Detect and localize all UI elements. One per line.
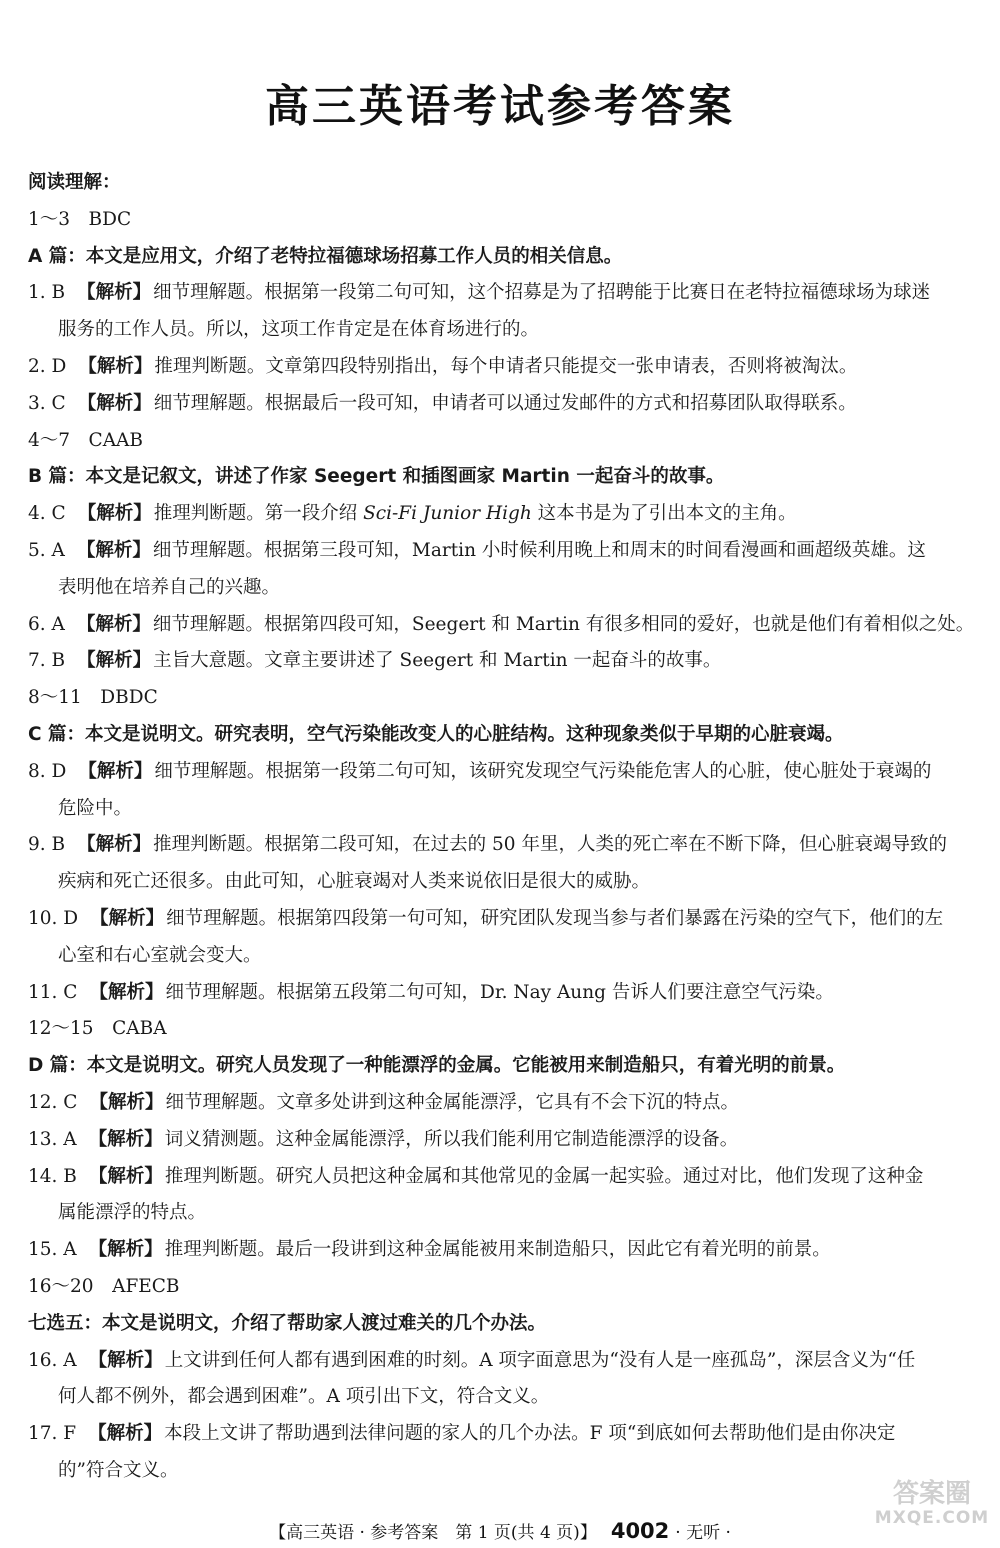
- answer-item: [28, 1159, 978, 1196]
- question-number: 16. A: [28, 1349, 77, 1371]
- analysis-tag: 【解析】: [76, 613, 151, 635]
- explanation-continued: 何人都不例外，都会遇到困难”。A 项引出下文，符合文义。: [58, 1386, 550, 1408]
- explanation: 细节理解题。根据第一段第二句可知，该研究发现空气污染能危害人的心脏，使心脏处于衰竭的: [154, 760, 932, 782]
- answer-item: [28, 1416, 978, 1453]
- passage-summary: D 篇：本文是说明文。研究人员发现了一种能漂浮的金属。它能被用来制造船只，有着光明的前景。: [28, 1055, 846, 1077]
- analysis-tag: 【解析】: [78, 760, 153, 782]
- explanation: 推理判断题。最后一段讲到这种金属能被用来制造船只，因此它有着光明的前景。: [164, 1239, 831, 1261]
- analysis-tag: 【解析】: [77, 834, 152, 856]
- passage-summary: A 篇：本文是应用文，介绍了老特拉福德球场招募工作人员的相关信息。: [28, 245, 623, 267]
- explanation-continued: 疾病和死亡还很多。由此可知，心脏衰竭对人类来说依旧是很大的威胁。: [58, 871, 651, 893]
- answer-item: [28, 1232, 978, 1269]
- analysis-tag: 【解析】: [77, 503, 152, 525]
- explanation: 上文讲到任何人都有遇到困难的时刻。A 项字面意思为“没有人是一座孤岛”，深层含义为“任: [164, 1349, 916, 1371]
- analysis-tag: 【解析】: [77, 392, 152, 414]
- section-heading: 阅读理解：: [28, 172, 121, 193]
- question-number: 14. B: [28, 1165, 77, 1187]
- answer-item: [28, 386, 978, 423]
- question-number: 4. C: [28, 503, 66, 525]
- explanation-continued: 心室和右心室就会变大。: [58, 944, 262, 966]
- answer-item: [28, 754, 978, 791]
- answer-item: [28, 901, 978, 938]
- explanation: 细节理解题。根据第四段可知，Seegert 和 Martin 有很多相同的爱好，也就是他们有着相似之处。: [152, 613, 975, 635]
- explanation: 细节理解题。根据第一段第二句可知，这个招募是为了招聘能于比赛日在老特拉福德球场为球迷: [153, 282, 931, 304]
- explanation: 本段上文讲了帮助遇到法律问题的家人的几个办法。F 项“到底如何去帮助他们是由你决定: [164, 1423, 896, 1445]
- explanation: 这本书是为了引出本文的主角。: [531, 503, 797, 525]
- answer-range: 12～15 CABA: [28, 1018, 167, 1040]
- question-number: 2. D: [28, 355, 67, 377]
- answer-item: [28, 1343, 978, 1380]
- explanation-continued: 危险中。: [58, 797, 133, 819]
- page-title: 高三英语考试参考答案: [265, 81, 735, 132]
- watermark-top-text: 答案圈: [892, 1479, 971, 1509]
- question-number: 15. A: [28, 1239, 77, 1261]
- footer-text: 【高三英语 · 参考答案 第 1 页(共 4 页)】: [269, 1523, 597, 1543]
- explanation-continued: 的”符合文义。: [58, 1459, 179, 1481]
- analysis-tag: 【解析】: [90, 907, 165, 929]
- analysis-tag: 【解析】: [88, 1349, 163, 1371]
- explanation: 推理判断题。文章第四段特别指出，每个申请者只能提交一张申请表，否则将被淘汰。: [154, 355, 858, 377]
- question-number: 13. A: [28, 1128, 77, 1150]
- analysis-tag: 【解析】: [89, 1091, 164, 1113]
- explanation: 细节理解题。根据第五段第二句可知，Dr. Nay Aung 告诉人们要注意空气污染。: [165, 981, 834, 1003]
- question-number: 10. D: [28, 907, 79, 929]
- answer-item: [28, 1122, 978, 1159]
- analysis-tag: 【解析】: [77, 282, 152, 304]
- question-number: 5. A: [28, 539, 65, 561]
- book-title: Sci-Fi Junior High: [363, 503, 532, 525]
- passage-summary: C 篇：本文是说明文。研究表明，空气污染能改变人的心脏结构。这种现象类似于早期的心脏衰竭。: [28, 723, 844, 745]
- answer-item: [28, 643, 978, 680]
- analysis-tag: 【解析】: [88, 1239, 163, 1261]
- answer-range: 4～7 CAAB: [28, 429, 144, 451]
- site-logo-watermark: [872, 1480, 992, 1542]
- analysis-tag: 【解析】: [88, 1423, 163, 1445]
- passage-summary: B 篇：本文是记叙文，讲述了作家 Seegert 和插图画家 Martin 一起奋斗的故事。: [28, 466, 725, 488]
- question-number: 17. F: [28, 1423, 77, 1445]
- watermark-bottom-text: MXQE.COM: [874, 1508, 990, 1528]
- explanation-continued: 属能漂浮的特点。: [58, 1202, 207, 1224]
- explanation: 推理判断题。根据第二段可知，在过去的 50 年里，人类的死亡率在不断下降，但心脏衰竭导致的: [153, 834, 947, 856]
- answer-content: [28, 165, 978, 1490]
- analysis-tag: 【解析】: [76, 539, 151, 561]
- answer-item: [28, 975, 978, 1012]
- question-number: 9. B: [28, 834, 66, 856]
- explanation-continued: 服务的工作人员。所以，这项工作肯定是在体育场进行的。: [58, 319, 540, 341]
- explanation: 细节理解题。根据第三段可知，Martin 小时候利用晚上和周末的时间看漫画和画超级英雄。这: [152, 539, 926, 561]
- explanation: 细节理解题。根据第四段第一句可知，研究团队发现当参与者们暴露在污染的空气下，他们的左: [166, 907, 944, 929]
- explanation: 主旨大意题。文章主要讲述了 Seegert 和 Martin 一起奋斗的故事。: [153, 650, 722, 672]
- analysis-tag: 【解析】: [88, 1128, 163, 1150]
- explanation: 推理判断题。第一段介绍: [153, 503, 364, 525]
- explanation: 细节理解题。文章多处讲到这种金属能漂浮，它具有不会下沉的特点。: [165, 1091, 739, 1113]
- question-number: 1. B: [28, 282, 66, 304]
- passage-summary: 七选五：本文是说明文，介绍了帮助家人渡过难关的几个办法。: [28, 1312, 547, 1334]
- analysis-tag: 【解析】: [78, 355, 153, 377]
- answer-item: [28, 607, 978, 644]
- answer-range: 1～3 BDC: [28, 208, 132, 230]
- footer-suffix: · 无听 ·: [675, 1523, 731, 1543]
- question-number: 8. D: [28, 760, 67, 782]
- answer-item: [28, 275, 978, 312]
- answer-item: [28, 496, 978, 533]
- answer-item: [28, 349, 978, 386]
- answer-item: [28, 533, 978, 570]
- analysis-tag: 【解析】: [88, 1165, 163, 1187]
- explanation: 推理判断题。研究人员把这种金属和其他常见的金属一起实验。通过对比，他们发现了这种金: [164, 1165, 924, 1187]
- explanation-continued: 表明他在培养自己的兴趣。: [58, 576, 281, 598]
- analysis-tag: 【解析】: [77, 650, 152, 672]
- explanation: 词义猜测题。这种金属能漂浮，所以我们能利用它制造能漂浮的设备。: [164, 1128, 739, 1150]
- question-number: 3. C: [28, 392, 66, 414]
- question-number: 12. C: [28, 1091, 78, 1113]
- question-number: 7. B: [28, 650, 66, 672]
- question-number: 11. C: [28, 981, 78, 1003]
- question-number: 6. A: [28, 613, 65, 635]
- answer-range: 8～11 DBDC: [28, 687, 158, 709]
- explanation: 细节理解题。根据最后一段可知，申请者可以通过发邮件的方式和招募团队取得联系。: [153, 392, 857, 414]
- answer-item: [28, 1085, 978, 1122]
- answer-item: [28, 827, 978, 864]
- page-footer: [0, 1518, 1000, 1543]
- analysis-tag: 【解析】: [89, 981, 164, 1003]
- exam-code: 4002: [610, 1519, 670, 1543]
- answer-range: 16～20 AFECB: [28, 1275, 180, 1297]
